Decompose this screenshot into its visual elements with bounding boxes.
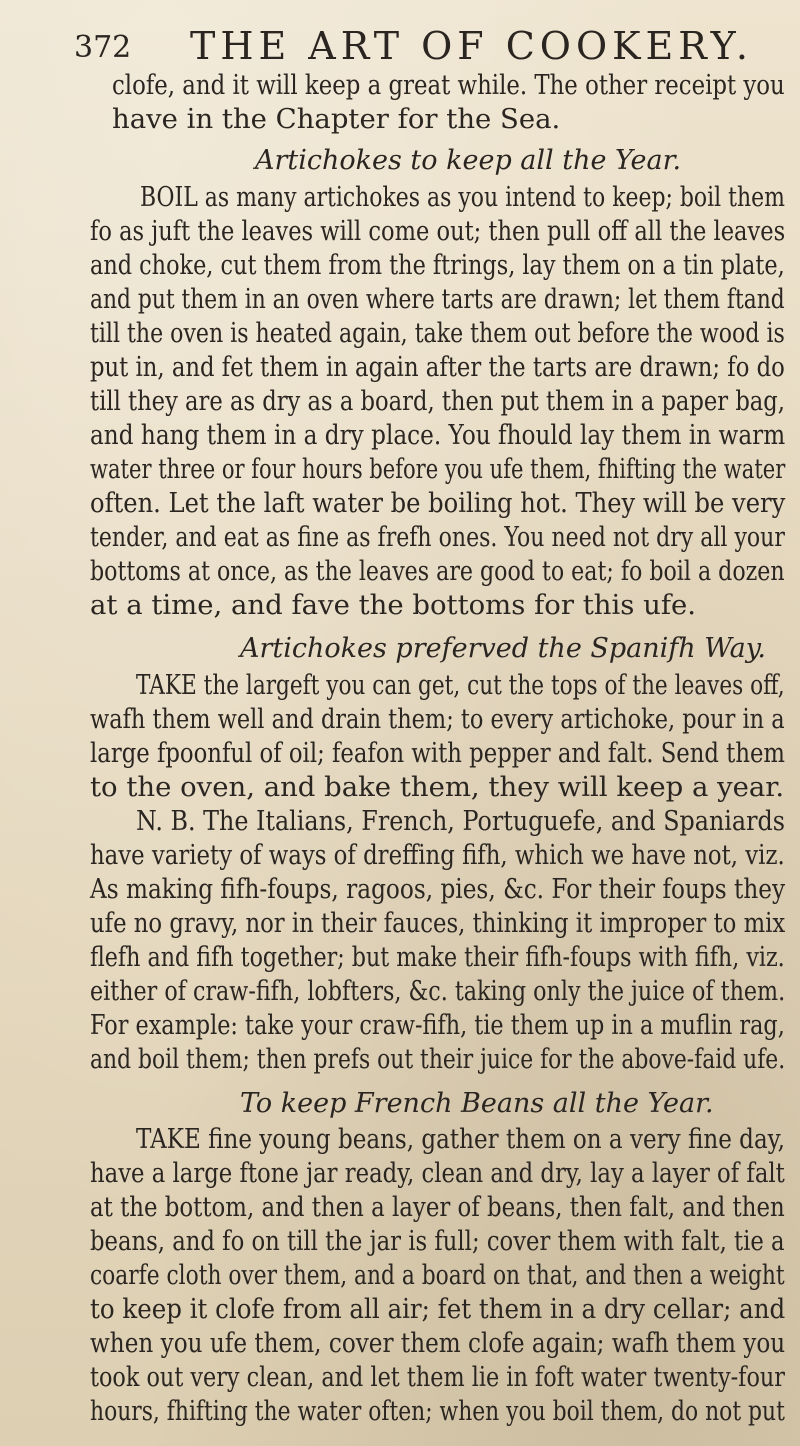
text-line: either of craw-fifh, lobfters, &c. taking only the juice of them. xyxy=(90,975,786,1007)
text-line: have variety of ways of dreffing fifh, which we have not, viz. xyxy=(90,839,785,871)
text-line: and boil them; then prefs out their juice for the above-faid ufe. xyxy=(90,1043,786,1075)
text-line: clofe, and it will keep a great while. The other receipt you xyxy=(112,69,785,101)
text-line: hours, fhifting the water often; when you boil them, do not put xyxy=(90,1395,785,1427)
text-line: often. Let the laft water be boiling hot. They will be very xyxy=(90,487,786,519)
text-line: till they are as dry as a board, then put them in a paper bag, xyxy=(90,385,785,417)
text-line: and hang them in a dry place. You fhould lay them in warm xyxy=(90,419,786,451)
text-line: flefh and fifh together; but make their fifh-foups with fifh, viz. xyxy=(90,941,785,973)
text-line: TAKE fine young beans, gather them on a very fine day, xyxy=(136,1123,785,1155)
text-line: to keep it clofe from all air; fet them in a dry cellar; and xyxy=(90,1293,786,1325)
text-line: to the oven, and bake them, they will keep a year. xyxy=(90,771,785,803)
text-line: For example: take your craw-fifh, tie them up in a muflin rag, xyxy=(90,1009,785,1041)
text-line: tender, and eat as fine as frefh ones. You need not dry all your xyxy=(90,521,785,553)
section-heading: Artichokes to keep all the Year. xyxy=(255,145,682,176)
page-header xyxy=(74,20,790,68)
section-heading: Artichokes preferved the Spanifh Way. xyxy=(240,633,766,664)
running-title: THE ART OF COOKERY. xyxy=(190,24,753,68)
text-line: have a large ftone jar ready, clean and dry, lay a layer of falt xyxy=(90,1157,785,1189)
page-number: 372 xyxy=(74,30,132,65)
text-line: coarfe cloth over them, and a board on that, and then a weight xyxy=(90,1259,785,1291)
text-line: till the oven is heated again, take them out before the wood is xyxy=(90,317,785,349)
text-line: have in the Chapter for the Sea. xyxy=(112,103,561,135)
text-line: fo as juft the leaves will come out; then pull off all the leaves xyxy=(90,215,786,247)
text-line: large fpoonful of oil; feafon with pepper and falt. Send them xyxy=(90,737,785,769)
text-line: beans, and fo on till the jar is full; cover them with falt, tie a xyxy=(90,1225,785,1257)
text-line: and put them in an oven where tarts are drawn; let them ftand xyxy=(90,283,785,315)
text-line: at a time, and fave the bottoms for this ufe. xyxy=(90,589,697,621)
text-line: TAKE the largeft you can get, cut the tops of the leaves off, xyxy=(136,669,785,701)
text-line: As making fifh-foups, ragoos, pies, &c. For their foups they xyxy=(90,873,786,905)
text-line: bottoms at once, as the leaves are good to eat; fo boil a dozen xyxy=(90,555,785,587)
text-line: and choke, cut them from the ftrings, lay them on a tin plate, xyxy=(90,249,785,281)
text-line: put in, and fet them in again after the tarts are drawn; fo do xyxy=(90,351,785,383)
text-line: water three or four hours before you ufe them, fhifting the water xyxy=(90,453,786,485)
section-heading: To keep French Beans all the Year. xyxy=(240,1088,714,1119)
text-line: wafh them well and drain them; to every artichoke, pour in a xyxy=(90,703,785,735)
text-line: when you ufe them, cover them clofe again; wafh them you xyxy=(90,1327,786,1359)
text-line: ufe no gravy, nor in their fauces, thinking it improper to mix xyxy=(90,907,786,939)
text-line: took out very clean, and let them lie in foft water twenty-four xyxy=(90,1361,785,1393)
text-line: at the bottom, and then a layer of beans, then falt, and then xyxy=(90,1191,785,1223)
text-line: N. B. The Italians, French, Portuguefe, and Spaniards xyxy=(136,805,785,837)
text-line: BOIL as many artichokes as you intend to keep; boil them xyxy=(140,181,785,213)
